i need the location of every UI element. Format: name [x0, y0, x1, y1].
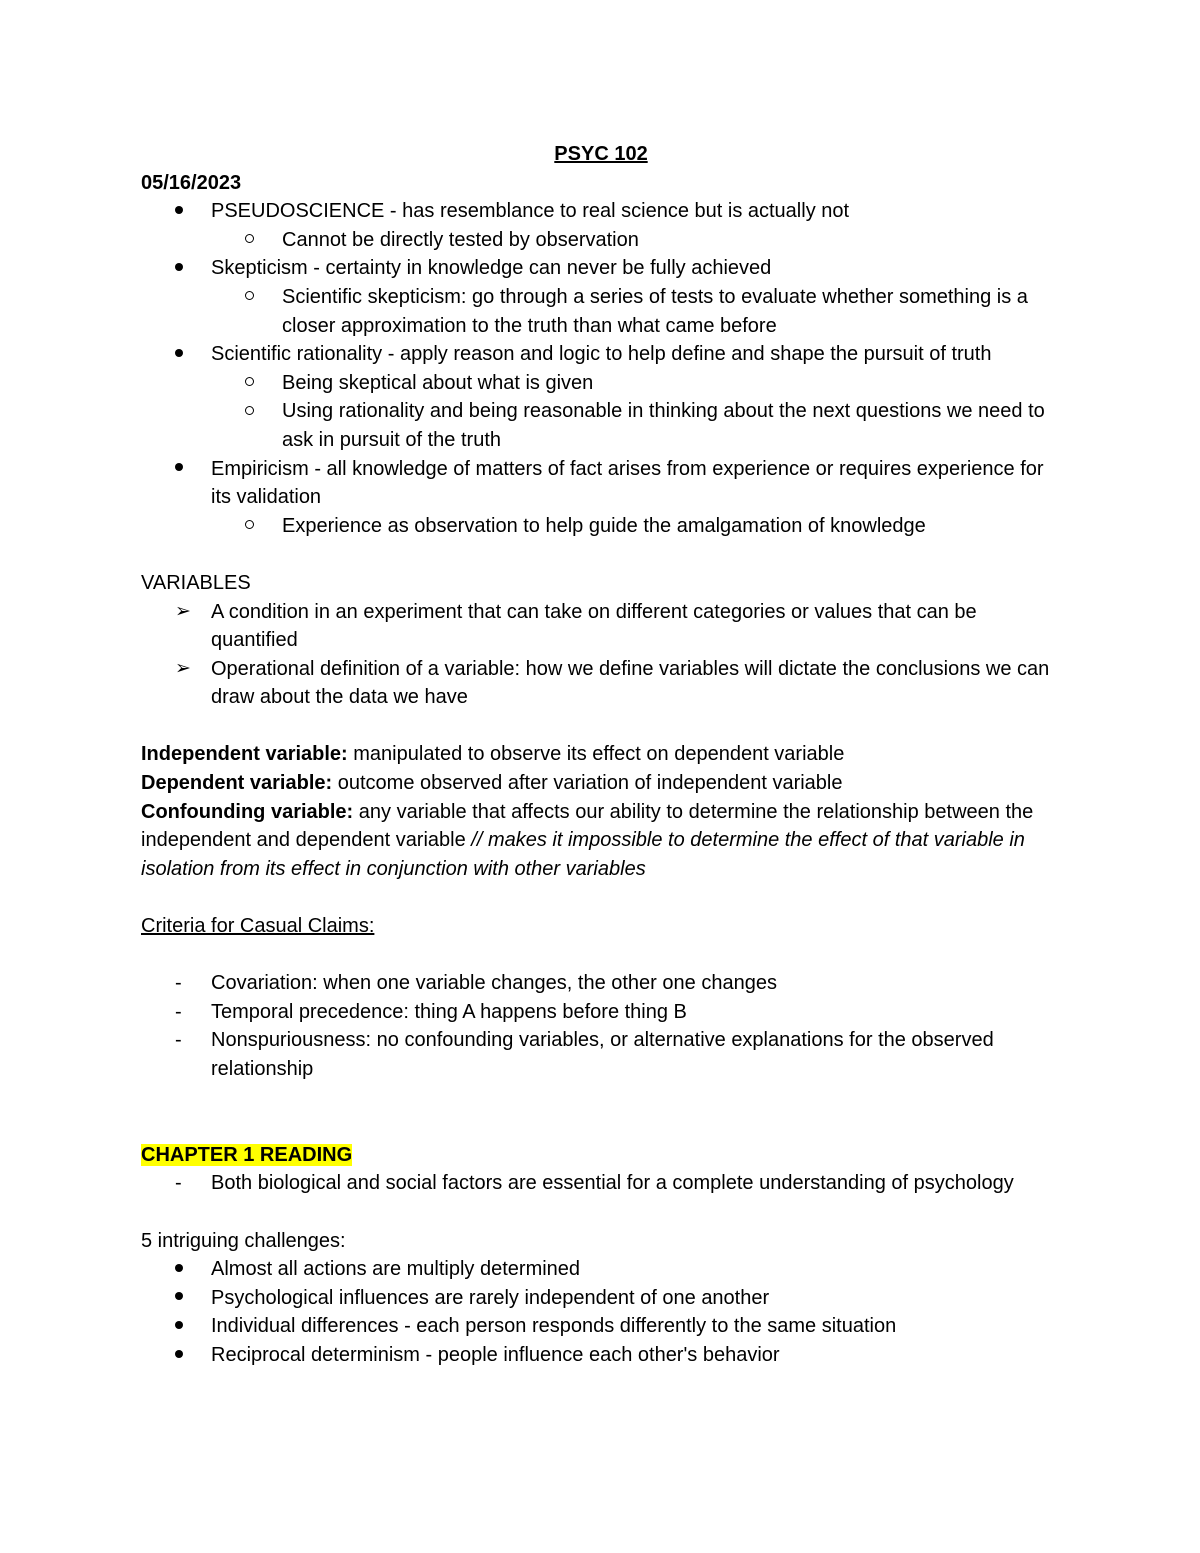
date-heading: 05/16/2023 [141, 171, 242, 194]
page-title: PSYC 102 [554, 143, 648, 165]
bullet-dot-icon [175, 254, 183, 283]
spacer [141, 1112, 1061, 1141]
list-item: Skepticism - certainty in knowledge can never be fully achieved [141, 254, 1061, 283]
list-item: PSEUDOSCIENCE - has resemblance to real science but is actually not [141, 197, 1061, 226]
document-content [141, 140, 1061, 1370]
chapter-heading: CHAPTER 1 READING [141, 1143, 353, 1166]
criteria-heading: Criteria for Casual Claims: [141, 915, 375, 938]
bullet-dot-icon [175, 1284, 183, 1313]
spacer [141, 540, 1061, 569]
dash-bullet-icon: - [175, 1172, 182, 1195]
list-item: - Covariation: when one variable changes, the other one changes [141, 969, 1061, 998]
bullet-dot-icon [175, 1312, 183, 1341]
bullet-circle-icon [245, 397, 254, 426]
term-independent: Independent variable: [141, 743, 348, 766]
bullet-circle-icon [245, 283, 254, 312]
definition-dependent [141, 769, 1061, 798]
list-subitem: Being skeptical about what is given [141, 369, 1061, 398]
dash-bullet-icon: - [175, 1029, 182, 1052]
definition-text: manipulated to observe its effect on dependent variable [347, 743, 845, 766]
bullet-dot-icon [175, 455, 183, 484]
bullet-dot-icon [175, 1341, 183, 1370]
spacer [141, 712, 1061, 741]
list-subitem: Cannot be directly tested by observation [141, 226, 1061, 255]
list-item: Empiricism - all knowledge of matters of fact arises from experience or requires experience for its validation [141, 455, 1061, 512]
list-subitem: Experience as observation to help guide the amalgamation of knowledge [141, 512, 1061, 541]
list-item: Scientific rationality - apply reason and logic to help define and shape the pursuit of truth [141, 340, 1061, 369]
spacer [141, 941, 1061, 970]
list-item: - Both biological and social factors are essential for a complete understanding of psychology [141, 1169, 1061, 1198]
bullet-circle-icon [245, 369, 254, 398]
bullet-dot-icon [175, 197, 183, 226]
definition-note: // makes it impossible to determine the effect of that variable in isolation from its effect in conjunction with other variables [141, 829, 1025, 880]
challenges-heading: 5 intriguing challenges: [141, 1229, 346, 1252]
list-item: ➢ A condition in an experiment that can take on different categories or values that can be quantified [141, 598, 1061, 655]
bullet-dot-icon [175, 340, 183, 369]
list-item: ➢ Operational definition of a variable: how we define variables will dictate the conclusions we can draw about the data we have [141, 655, 1061, 712]
arrow-bullet-icon: ➢ [175, 657, 191, 679]
list-item: - Temporal precedence: thing A happens before thing B [141, 998, 1061, 1027]
list-item: Almost all actions are multiply determined [141, 1255, 1061, 1284]
bullet-dot-icon [175, 1255, 183, 1284]
spacer [141, 1198, 1061, 1227]
bullet-circle-icon [245, 512, 254, 541]
bullet-circle-icon [245, 226, 254, 255]
arrow-bullet-icon: ➢ [175, 600, 191, 622]
list-item: Psychological influences are rarely independent of one another [141, 1284, 1061, 1313]
term-dependent: Dependent variable: [141, 772, 333, 795]
chapter-heading-row [141, 1141, 1061, 1170]
list-item: Reciprocal determinism - people influence each other's behavior [141, 1341, 1061, 1370]
list-subitem: Using rationality and being reasonable in thinking about the next questions we need to ask in pursuit of the truth [141, 397, 1061, 454]
variables-heading: VARIABLES [141, 571, 251, 594]
list-item: Individual differences - each person responds differently to the same situation [141, 1312, 1061, 1341]
definition-text: outcome observed after variation of independent variable [332, 772, 843, 795]
dash-bullet-icon: - [175, 1000, 182, 1023]
spacer [141, 883, 1061, 912]
definition-text: any variable that affects our ability to determine the relationship between the independent and dependent variable [141, 800, 1034, 852]
spacer [141, 1084, 1061, 1113]
definition-independent [141, 740, 1061, 769]
dash-bullet-icon: - [175, 972, 182, 995]
term-confounding: Confounding variable: [141, 800, 354, 823]
list-subitem: Scientific skepticism: go through a series of tests to evaluate whether something is a closer approximation to the truth than what came before [141, 283, 1061, 340]
list-item: - Nonspuriousness: no confounding variables, or alternative explanations for the observed relationship [141, 1026, 1061, 1083]
definition-confounding [141, 798, 1061, 884]
